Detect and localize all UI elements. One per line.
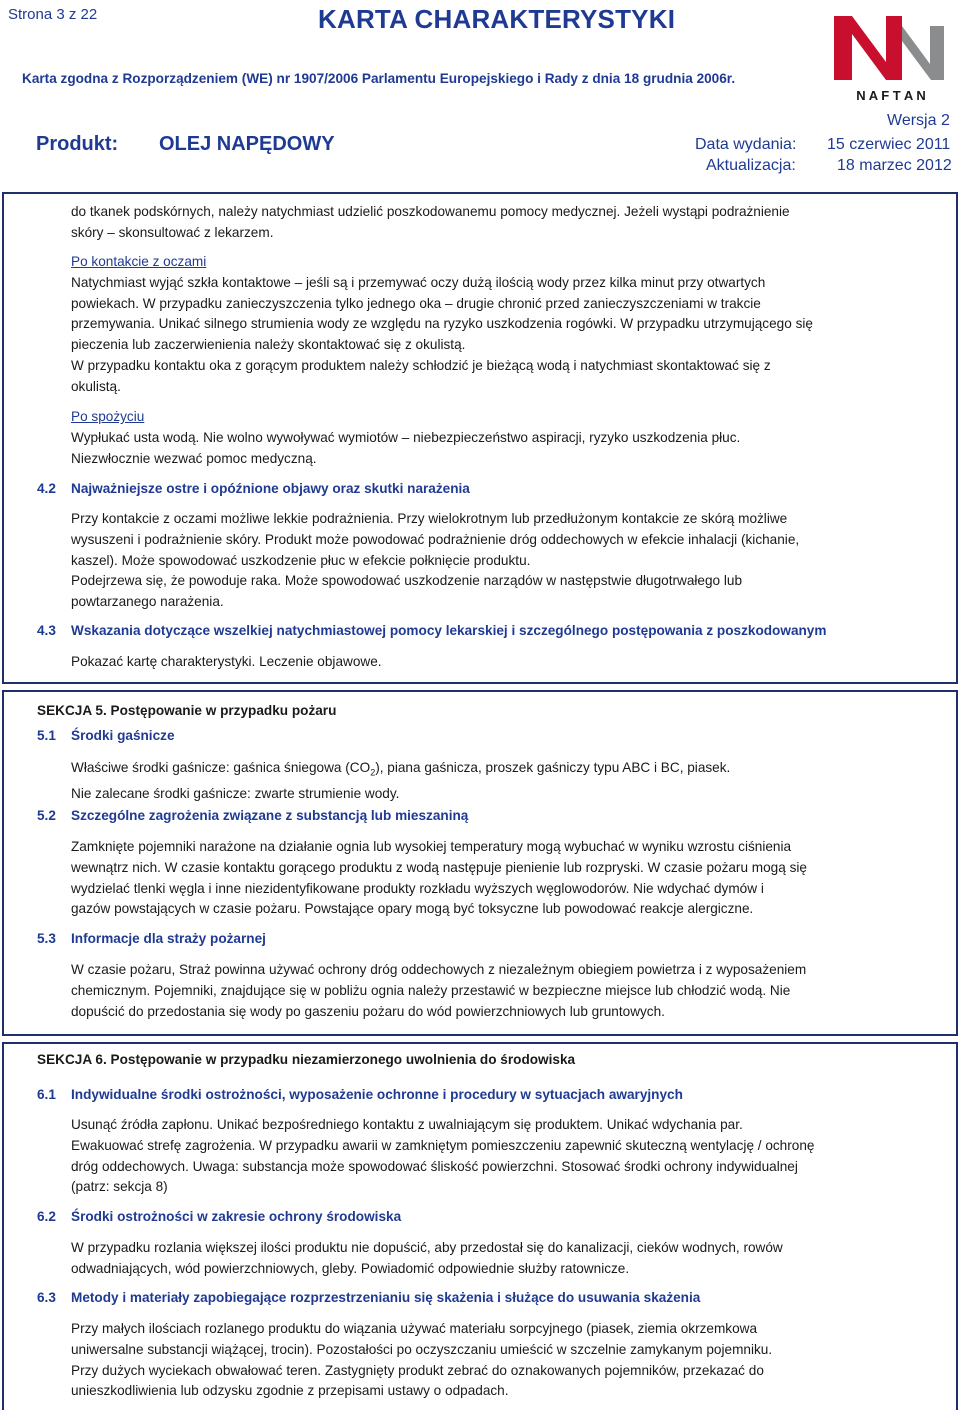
page-number: Strona 3 z 22 bbox=[8, 6, 98, 23]
issue-date-label: Data wydania: bbox=[695, 136, 797, 153]
version-label: Wersja 2 bbox=[887, 112, 950, 129]
issue-date-value: 15 czerwiec 2011 bbox=[827, 136, 951, 153]
subsection-6-2-body: W przypadku rozlania większej ilości produktu nie dopuścić, aby przedostał się do kanalizacji, cieków wodnych, rowów odwadniających, wód powierzchniowych, gleby. Powiadomić odpowiednie służby ratownicze. bbox=[71, 1240, 783, 1276]
naftan-logo bbox=[828, 8, 954, 106]
subsection-6-2-number: 6.2 bbox=[37, 1209, 56, 1224]
subsection-6-3-body: Przy małych ilościach rozlanego produktu do wiązania używać materiału sorpcyjnego (piasek, ziemia okrzemkowa uniwersalne substancji wiążącej, trocin). Pozostałości po oczyszczaniu umieścić w szczelnie zamykanym pojemniku. Przy dużych wyciekach obwałować teren. Zastygnięty produkt zebrać do oznakowanych pojemników, przekazać do unieszkodliwienia lub odzysku zgodnie z przepisami ustawy o odpadach. bbox=[71, 1321, 773, 1399]
update-date-label: Aktualizacja: bbox=[706, 157, 796, 174]
subsection-6-3-title: Metody i materiały zapobiegające rozprzestrzenianiu się skażenia i służące do usuwania skażenia bbox=[71, 1290, 701, 1305]
subsection-6-1-body: Usunąć źródła zapłonu. Unikać bezpośredniego kontaktu z uwalniającym się produktem. Unikać wdychania par. Ewakuować strefę zagrożenia. W przypadku awarii w zamkniętym pomieszczeniu zapewnić skuteczną wentylację / ochronę dróg oddechowych. Uwaga: substancja może spowodować śliskość powierzchni. Stosować środki ochrony indywidualnej (patrz: sekcja 8) bbox=[71, 1117, 815, 1195]
s4-intro: do tkanek podskórnych, należy natychmiast udzielić poszkodowanemu pomocy medycznej. Jeżeli wystąpi podrażnienie skóry – skonsultować z lekarzem. bbox=[71, 204, 790, 240]
subsection-5-3-title: Informacje dla straży pożarnej bbox=[71, 931, 266, 946]
subsection-4-2-body: Przy kontakcie z oczami możliwe lekkie podrażnienia. Przy wielokrotnym lub przedłużonym kontakcie ze skórą możliwe wysuszeni i podrażnienie skóry. Produkt może powodować podrażnienie dróg oddechowych w efekcie inhalacji (kichanie, kaszel). Może spowodować uszkodzenie płuc w efekcie połknięcie produktu. Podejrzewa się, że powoduje raka. Może spowodować uszkodzenie narządów w następstwie długotrwałego lub powtarzanego narażenia. bbox=[71, 511, 800, 610]
subsection-4-2-title: Najważniejsze ostre i opóźnione objawy oraz skutki narażenia bbox=[71, 481, 470, 496]
s4-eyes: Po kontakcie z oczami Natychmiast wyjąć szkła kontaktowe – jeśli są i przemywać oczy dużą ilością wody przez kilka minut przy otwartych powiekach. W przypadku zanieczyszczenia tylko jednego oka – drugie chronić przed zanieczyszczeniami w trakcie przemywania. Unikać silnego strumienia wody ze względu na ryzyko uszkodzenia rogówki. W przypadku utrzymującego się pieczenia lub zaczerwienienia należy skontaktować się z okulistą. W przypadku kontaktu oka z gorącym produktem należy schłodzić je bieżącą wodą i natychmiast skontaktować się z okulistą. bbox=[71, 252, 931, 398]
regulation-line: Karta zgodna z Rozporządzeniem (WE) nr 1907/2006 Parlamentu Europejskiego i Rady z dnia 18 grudnia 2006r. bbox=[22, 71, 736, 86]
subsection-5-2-title: Szczególne zagrożenia związane z substancją lub mieszaniną bbox=[71, 808, 469, 823]
logo-red-n bbox=[834, 16, 902, 80]
subsection-5-3-number: 5.3 bbox=[37, 931, 56, 946]
section-5-heading: SEKCJA 5. Postępowanie w przypadku pożaru bbox=[37, 703, 337, 718]
logo-text: N A F T A N bbox=[856, 88, 926, 103]
subsection-5-1-number: 5.1 bbox=[37, 728, 56, 743]
subsection-5-1-title: Środki gaśnicze bbox=[71, 728, 175, 743]
subsection-5-2-number: 5.2 bbox=[37, 808, 56, 823]
subsection-6-3-number: 6.3 bbox=[37, 1290, 56, 1305]
subsection-4-2-number: 4.2 bbox=[37, 481, 56, 496]
subsection-6-1-title: Indywidualne środki ostrożności, wyposażenie ochronne i procedury w sytuacjach awaryjnych bbox=[71, 1087, 683, 1102]
document-title: KARTA CHARAKTERYSTYKI bbox=[318, 4, 676, 34]
product-label: Produkt: bbox=[36, 133, 119, 155]
subsection-6-2-title: Środki ostrożności w zakresie ochrony środowiska bbox=[71, 1209, 402, 1224]
section-6-heading: SEKCJA 6. Postępowanie w przypadku niezamierzonego uwolnienia do środowiska bbox=[37, 1052, 576, 1067]
subsection-4-3-number: 4.3 bbox=[37, 623, 56, 638]
subsection-4-3-title: Wskazania dotyczące wszelkiej natychmiastowej pomocy lekarskiej i szczególnego postępowania z poszkodowanym bbox=[71, 623, 827, 638]
subsection-5-1-body: Właściwe środki gaśnicze: gaśnica śniegowa $(CO_2)$, piana gaśnicza, proszek gaśniczy typu ABC i BC, piasek. Nie zalecane środki gaśnicze: zwarte strumienie wody. bbox=[71, 760, 731, 801]
subsection-6-1-number: 6.1 bbox=[37, 1087, 56, 1102]
ingestion-subtitle: Po spożyciu bbox=[71, 409, 145, 424]
eyes-subtitle: Po kontakcie z oczami bbox=[71, 254, 207, 269]
update-date-value: 18 marzec 2012 bbox=[837, 157, 952, 174]
subsection-5-3-body: W czasie pożaru, Straż powinna używać ochrony dróg oddechowych z niezależnym obiegiem powietrza i z wyposażeniem chemicznym. Pojemniki, znajdujące się w pobliżu ognia należy przestawić w bezpieczne miejsce lub chłodzić wodą. Nie dopuścić do przedostania się wody po gaszeniu pożaru do wód powierzchniowych lub gruntowych. bbox=[71, 962, 807, 1019]
product-name: OLEJ NAPĘDOWY bbox=[159, 133, 335, 155]
subsection-5-2-body: Zamknięte pojemniki narażone na działanie ognia lub wysokiej temperatury mogą wybuchać w wyniku wzrostu ciśnienia wewnątrz nich. W czasie kontaktu gorącego produktu z wodą następuje pienienie lub rozpryski. W czasie pożaru mogą się wydzielać tlenki węgla i inne niezidentyfikowane produkty rozkładu wyższych węglowodorów. Nie wdychać dymów i gazów powstających w czasie pożaru. Powstające opary mogą być toksyczne lub powodować reakcje alergiczne. bbox=[71, 839, 807, 917]
s4-ingestion: Po spożyciu Wypłukać usta wodą. Nie wolno wywoływać wymiotów – niebezpieczeństwo aspiracji, ryzyko uszkodzenia płuc. Niezwłocznie wezwać pomoc medyczną. bbox=[71, 407, 931, 469]
subsection-4-3-body: Pokazać kartę charakterystyki. Leczenie objawowe. bbox=[71, 654, 382, 669]
